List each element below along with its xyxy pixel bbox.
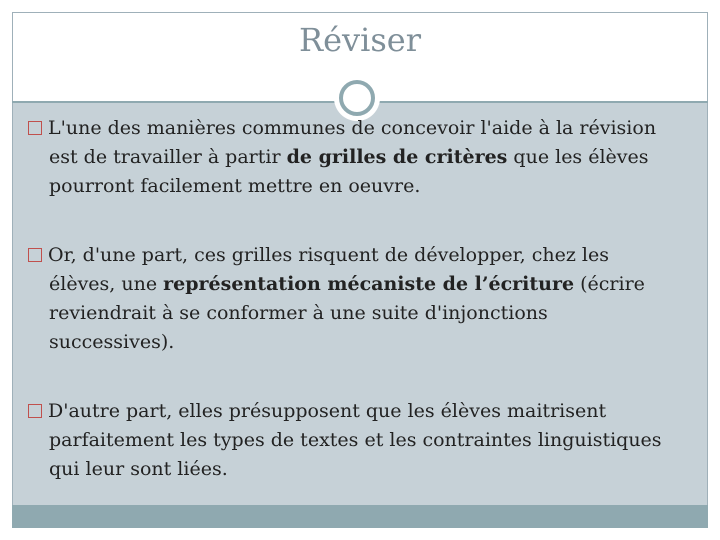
bullet-2-text-bold: représentation mécaniste de l’écriture (163, 273, 575, 295)
slide-title: Réviser (299, 21, 421, 59)
square-bullet-icon (28, 404, 42, 418)
bullet-item-3 (28, 397, 678, 484)
bullet-1-text-bold: de grilles de critères (286, 146, 508, 168)
square-bullet-icon (28, 248, 42, 262)
bullet-2-text-pre: Or, d'une part, ces grilles risquent de développer, chez les élèves, une (48, 244, 609, 295)
bullet-1-text-pre: L'une des manières communes de concevoir l'aide à la révision est de travailler à partir (48, 117, 657, 168)
bottom-accent-bar (12, 505, 708, 528)
bullet-item-2 (28, 241, 678, 357)
bullet-item-1 (28, 114, 678, 201)
bullet-3-text-pre: D'autre part, elles présupposent que les élèves maitrisent parfaitement les types de textes et les contraintes linguistiques qui leur sont liées. (48, 400, 662, 480)
circle-ornament-icon (339, 80, 375, 116)
bullet-1-text-post: que les élèves pourront facilement mettre en oeuvre. (49, 146, 649, 197)
bullet-2-text-post: (écrire reviendrait à se conformer à une suite d'injonctions successives). (49, 273, 645, 353)
square-bullet-icon (28, 121, 42, 135)
